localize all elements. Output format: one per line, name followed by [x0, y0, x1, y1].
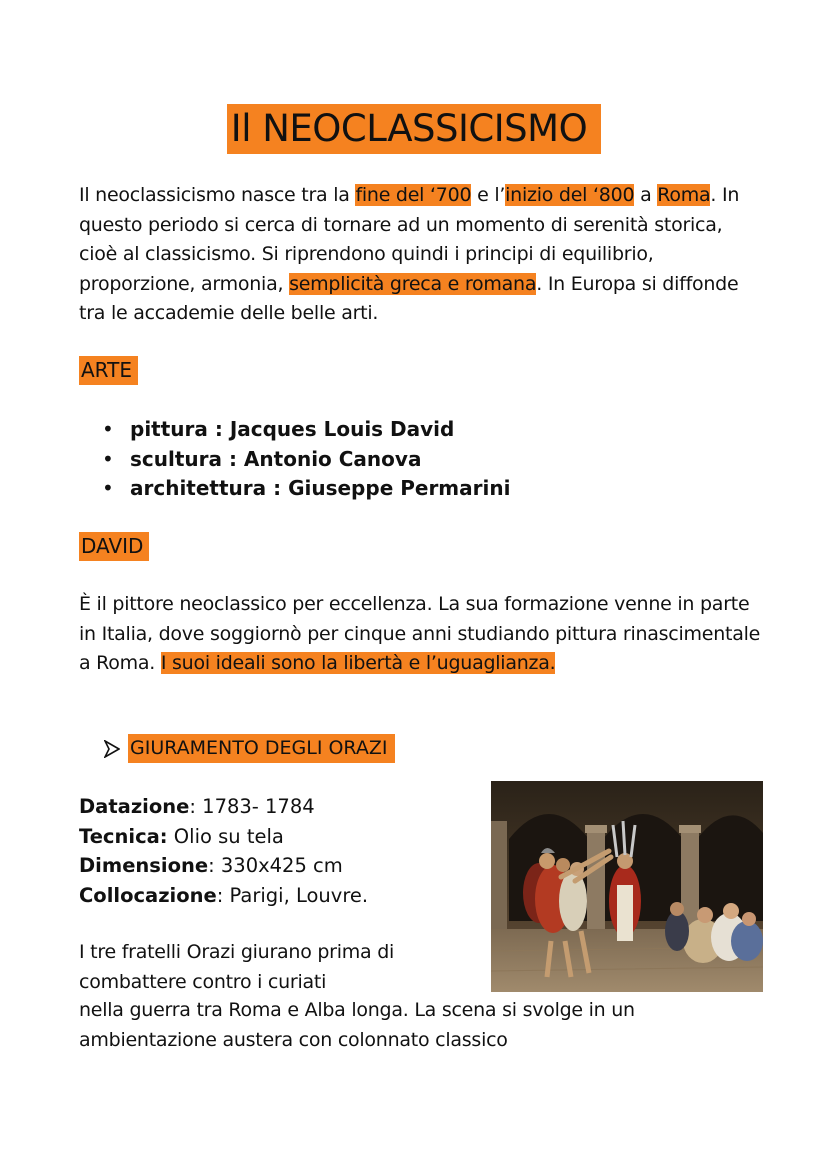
artwork-facts — [79, 792, 368, 910]
arrowhead-right-icon — [104, 740, 120, 758]
intro-text-1: Il neoclassicismo nasce tra la — [79, 184, 356, 206]
highlight-roma: Roma — [657, 184, 711, 206]
david-text: È il pittore neoclassico per eccellenza. La sua formazione venne in parte in Italia, dove soggiornò per cinque anni studiando pittura rinascimentale a Roma. — [79, 593, 761, 674]
title-wrapper — [0, 79, 828, 179]
painting-illustration — [491, 781, 763, 992]
page-title: Il NEOCLASSICISMO — [227, 104, 601, 154]
highlight-fine-700: fine del ‘700 — [355, 184, 472, 206]
fact-row-datazione — [79, 792, 368, 822]
fact-value: Parigi, Louvre. — [229, 883, 369, 907]
bullet-icon: • — [102, 417, 114, 441]
fact-row-dimensione — [79, 851, 368, 881]
artist-pittura: pittura : Jacques Louis David — [130, 417, 455, 441]
artists-list — [100, 415, 510, 504]
fact-value: Olio su tela — [173, 824, 284, 848]
bullet-icon: • — [102, 446, 114, 471]
fact-label: Dimensione — [79, 854, 209, 877]
section-label-arte: ARTE — [79, 356, 138, 385]
bullet-icon: • — [102, 476, 114, 500]
fact-row-tecnica — [79, 822, 368, 852]
fact-label: Collocazione — [79, 883, 217, 907]
fact-value: 330x425 cm — [220, 854, 343, 877]
fact-sep: : — [189, 795, 203, 818]
fact-label: Tecnica: — [79, 824, 168, 848]
david-paragraph — [79, 590, 769, 679]
list-item — [100, 474, 510, 504]
intro-text-3: a — [634, 184, 658, 206]
intro-text-2: e l’ — [471, 184, 506, 206]
fact-sep: : — [208, 854, 221, 877]
highlight-semplicita: semplicità greca e romana — [289, 272, 537, 295]
fact-label: Datazione — [79, 795, 190, 818]
artwork-heading — [104, 734, 395, 763]
description-part-1: I tre fratelli Orazi giurano prima di combattere contro i curiati — [79, 941, 395, 993]
fact-sep: : — [216, 883, 230, 907]
intro-text-4: . In questo periodo si cerca di tornare ad un momento di serenità storica, cioè al classicismo. Si riprendono quindi i principi di equilibrio, proporzione, armonia, — [79, 184, 740, 295]
highlight-inizio-800: inizio del ‘800 — [505, 184, 635, 206]
section-label-david: DAVID — [79, 532, 149, 561]
description-part-2: nella guerra tra Roma e Alba longa. La scena si svolge in un ambientazione austera con colonnato classico — [79, 999, 635, 1051]
fact-value: 1783- 1784 — [202, 795, 315, 818]
list-item — [100, 415, 510, 445]
artist-scultura: scultura : Antonio Canova — [130, 446, 422, 471]
fact-row-collocazione — [79, 881, 368, 911]
intro-text-5: . In Europa si diffonde tra le accademie delle belle arti. — [79, 272, 739, 324]
artist-architettura: architettura : Giuseppe Permarini — [130, 476, 511, 500]
highlight-ideali: I suoi ideali sono la libertà e l’uguaglianza. — [160, 652, 556, 674]
list-item — [100, 445, 510, 475]
intro-paragraph — [79, 181, 759, 329]
painting-image — [491, 781, 763, 992]
artwork-title: GIURAMENTO DEGLI ORAZI — [128, 734, 395, 763]
